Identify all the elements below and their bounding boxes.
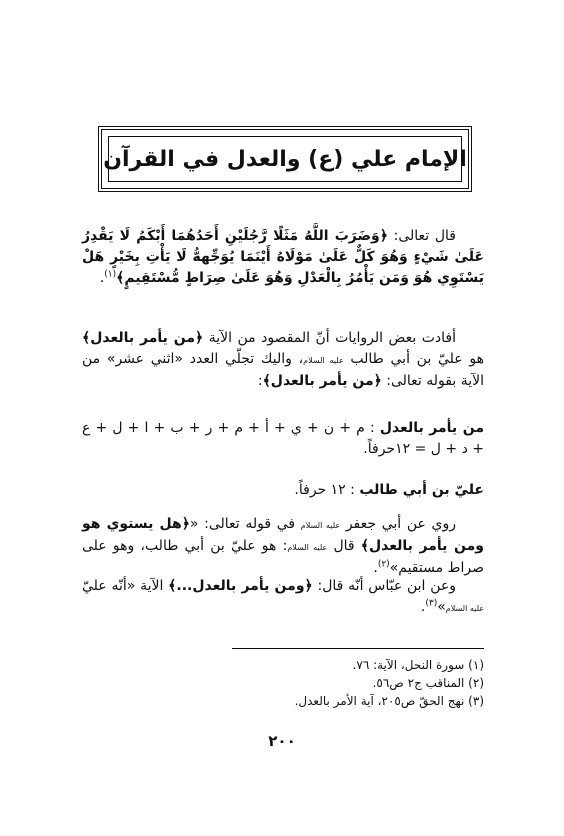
page-number: ٢٠٠ (268, 732, 296, 750)
footnote-2: (٢) المناقب ج٢ ص٥٦. (372, 676, 484, 690)
ibn-abbas-text-1: وعن ابن عبّاس أنّه قال: (312, 578, 456, 594)
honorific: عليه السلام (287, 543, 328, 552)
highlight-phrase-1: ﴿من يأمر بالعدل﴾ (82, 330, 204, 346)
ibn-abbas-end: . (420, 599, 426, 615)
narration-text-1: أفادت بعض الروايات أنّ المقصود من الآية (203, 330, 456, 346)
abu-jafar-text-3: قال (327, 538, 361, 554)
paragraph-narrations (82, 328, 484, 392)
count-phrase: من يأمر بالعدل (379, 420, 484, 436)
honorific: عليه السلام (300, 521, 341, 530)
narration-text-4: : (257, 373, 263, 389)
title-inner-border (103, 136, 467, 182)
footnote-1: (١) سورة النحل، الآية: ٧٦. (352, 658, 484, 672)
abu-jafar-text-1: روي عن أبي جعفر (340, 516, 456, 532)
narration-text-2: هو عليّ بن أبي طالب (343, 351, 484, 367)
footnote-ref-2: (٢) (377, 559, 390, 570)
paragraph-name-count (82, 480, 484, 501)
title-frame (98, 126, 472, 192)
highlight-verse-fragment: ﴿ومن يأمر بالعدل...﴾ (168, 578, 313, 594)
honorific: عليه السلام (303, 356, 344, 365)
ibn-abbas-text-3: » (437, 599, 446, 615)
paragraph-ibn-abbas (82, 576, 484, 619)
name-phrase: عليّ بن أبي طالب (359, 482, 484, 498)
ibn-abbas-text-2: الآية «أنّه عليّ (82, 578, 169, 594)
quran-verse: ﴿وَضَرَبَ اللَّهُ مَثَلًا رَّجُلَيْنِ أَحَدُهُمَا أَبْكَمُ لَا يَقْدِرُ عَلَىٰ شَيْءٍ وَهُوَ كَلٌّ عَلَىٰ مَوْلَاهُ أَيْنَمَا يُوَجِّههُّ لَا يَأْتِ بِخَيْرٍ هَلْ يَسْتَوِي هُوَ وَمَن يَأْمُرُ بِالْعَدْلِ وَهُوَ عَلَىٰ صِرَاطٍ مُّسْتَقِيمٍ﴾ (82, 228, 484, 286)
highlight-question: ﴿هل يستوي هو ومن يأمر بالعدل﴾ (82, 516, 485, 554)
abu-jafar-text-4: : هو عليّ بن أبي طالب، وهو على صراط مستقيم» (82, 538, 484, 576)
abu-jafar-end: . (373, 560, 378, 576)
verse-lead: قال تعالى: (387, 228, 456, 244)
paragraph-abu-jafar (82, 514, 484, 579)
footnote-ref-3: (٣) (425, 598, 438, 609)
name-count: : ١٢ حرفاً. (294, 482, 360, 498)
paragraph-letter-count (82, 418, 484, 460)
narration-text-3: ، واليك تجلّي العدد «اثني عشر» من الآية بقوله تعالى: (82, 351, 484, 389)
verse-end: . (99, 270, 105, 286)
footnote-3: (٣) نهج الحقّ ص٢٠٥، آية الأمر بالعدل. (294, 694, 484, 708)
paragraph-verse (82, 226, 484, 289)
footnote-ref-1: (١) (104, 269, 117, 280)
footnote-separator (232, 648, 484, 649)
honorific: عليه السلام (445, 604, 484, 613)
count-letters: : م + ن + ي + أ + م + ر + ب + ا + ل + ع + د + ل = ١٢حرفاً. (82, 420, 484, 457)
chapter-title: الإمام علي (ع) والعدل في القرآن (103, 146, 467, 172)
abu-jafar-text-2: في قوله تعالى: « (189, 516, 301, 532)
highlight-phrase-2: ﴿من يأمر بالعدل﴾ (262, 373, 382, 389)
